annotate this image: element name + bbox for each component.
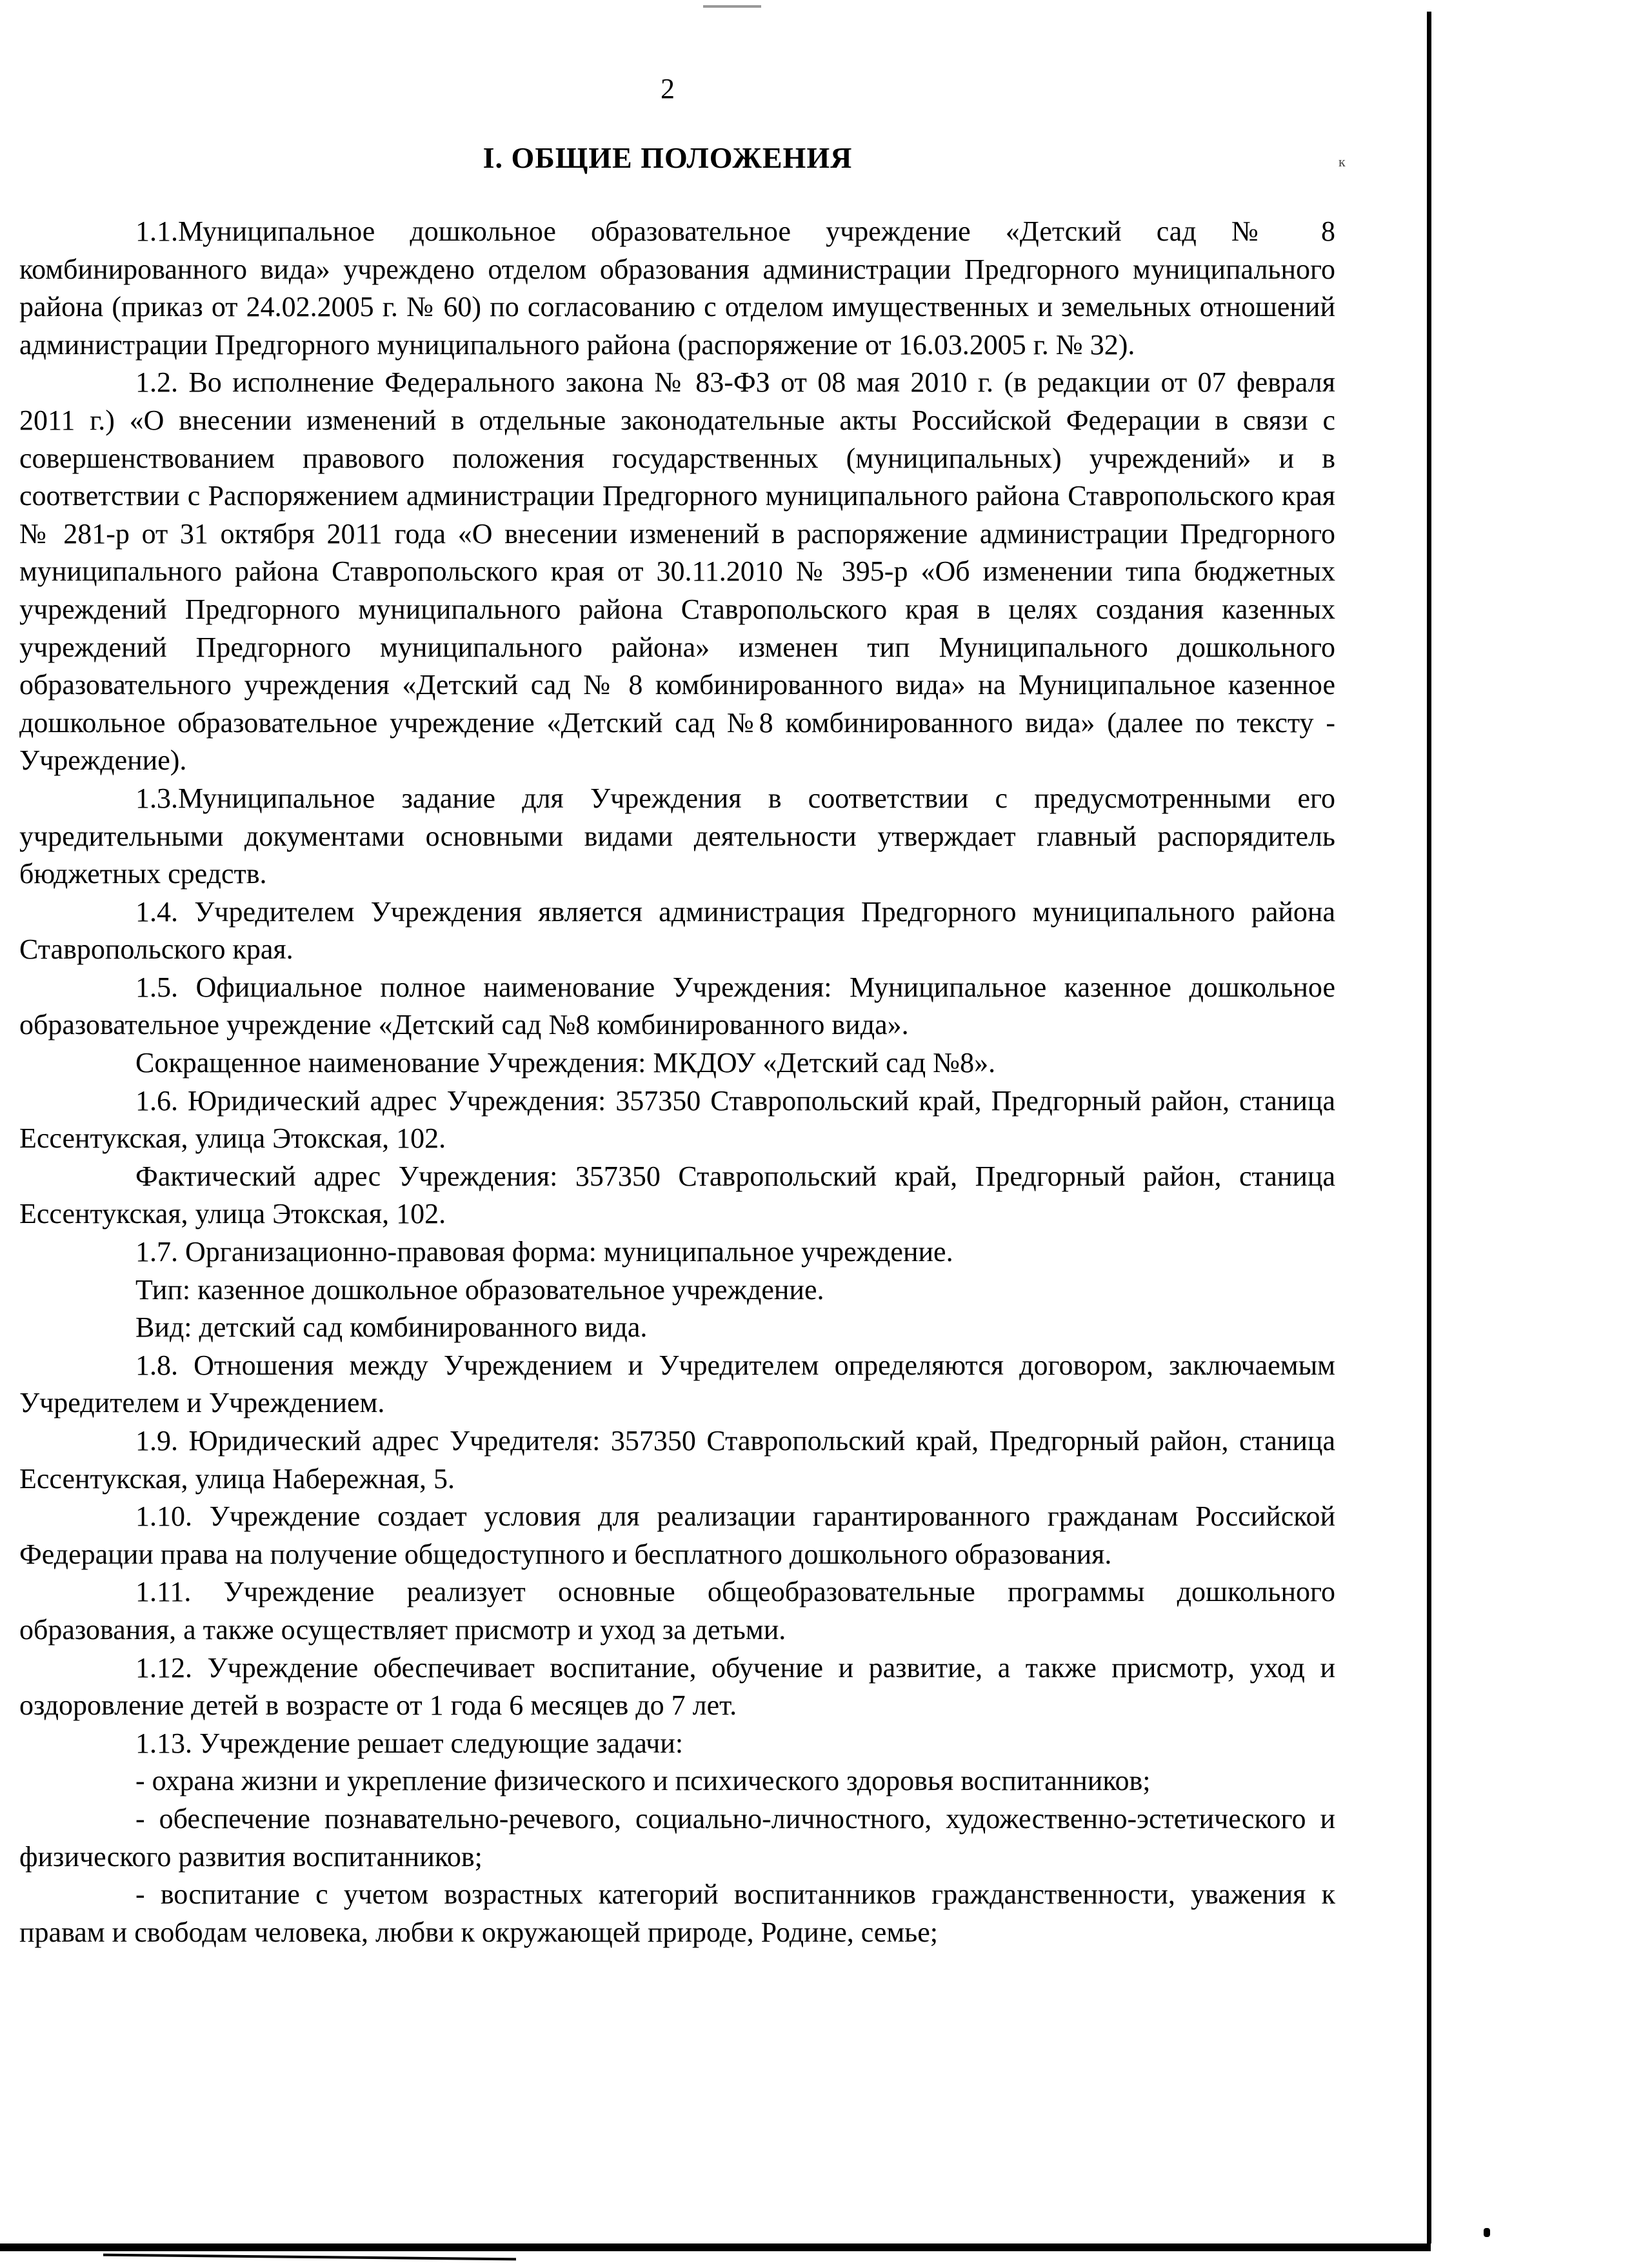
paragraph-1-3: 1.3.Муниципальное задание для Учреждения в соответствии с предусмотренными его учредительными документами основными видами деятельности утверждает главный распорядитель бюджетных средств.: [19, 782, 1335, 890]
paragraph-1-10: 1.10. Учреждение создает условия для реализации гарантированного гражданам Российской Федерации права на получение общедоступного и бесплатного дошкольного образования.: [19, 1500, 1335, 1570]
page-edge-bottom: [0, 2243, 1431, 2251]
section-title: I. ОБЩИЕ ПОЛОЖЕНИЯ: [483, 141, 853, 174]
paragraph-1-2: 1.2. Во исполнение Федерального закона № 83-ФЗ от 08 мая 2010 г. (в редакции от 07 февраля 2011 г.) «О внесении изменений в отдельные законодательные акты Российской Федерации в связи с совершенствованием правового положения государственных (муниципальных) учреждений» и в соответствии с Распоряжением администрации Предгорного муниципального района Ставропольского края № 281-р от 31 октября 2011 года «О внесении изменений в распоряжение администрации Предгорного муниципального района Ставропольского края от 30.11.2010 № 395-р «Об изменении типа бюджетных учреждений Предгорного муниципального района Ставропольского края в целях создания казенных учреждений Предгорного муниципального района» изменен тип Муниципального дошкольного образовательного учреждения «Детский сад № 8 комбинированного вида» на Муниципальное казенное дошкольное образовательное учреждение «Детский сад №8 комбинированного вида» (далее по тексту - Учреждение).: [19, 366, 1335, 777]
paragraph-1-12: 1.12. Учреждение обеспечивает воспитание, обучение и развитие, а также присмотр, уход и оздоровление детей в возрасте от 1 года 6 месяцев до 7 лет.: [19, 1651, 1335, 1722]
paragraph-type: Тип: казенное дошкольное образовательное учреждение.: [135, 1273, 824, 1306]
paragraph-1-1: 1.1.Муниципальное дошкольное образовательное учреждение «Детский сад № 8 комбинированного вида» учреждено отделом образования администрации Предгорного муниципального района (приказ от 24.02.2005 г. № 60) по согласованию с отделом имущественных и земельных отношений администрации Предгорного муниципального района (распоряжение от 16.03.2005 г. № 32).: [19, 215, 1335, 361]
paragraph-kind: Вид: детский сад комбинированного вида.: [135, 1311, 648, 1344]
page-edge-right: [1427, 12, 1431, 2243]
list-item-task: - обеспечение познавательно-речевого, социально-личностного, художественно-эстетического и физического развития воспитанников;: [19, 1802, 1335, 1873]
scan-artifact: [1484, 2228, 1490, 2237]
paragraph-1-6: 1.6. Юридический адрес Учреждения: 357350 Ставропольский край, Предгорный район, станица Ессентукская, улица Этокская, 102.: [19, 1084, 1335, 1155]
paragraph-short-name: Сокращенное наименование Учреждения: МКДОУ «Детский сад №8».: [135, 1047, 996, 1079]
paragraph-1-7: 1.7. Организационно-правовая форма: муниципальное учреждение.: [135, 1236, 953, 1268]
document-body: [19, 213, 1335, 1951]
margin-mark: к: [1339, 154, 1346, 170]
paragraph-1-8: 1.8. Отношения между Учреждением и Учредителем определяются договором, заключаемым Учредителем и Учреждением.: [19, 1349, 1335, 1419]
paragraph-1-13: 1.13. Учреждение решает следующие задачи:: [135, 1727, 684, 1759]
list-item-task: - охрана жизни и укрепление физического и психического здоровья воспитанников;: [135, 1765, 1151, 1797]
page-number: 2: [661, 73, 675, 104]
scan-artifact: [103, 2254, 516, 2261]
paragraph-1-9: 1.9. Юридический адрес Учредителя: 357350 Ставропольский край, Предгорный район, станица Ессентукская, улица Набережная, 5.: [19, 1425, 1335, 1495]
paragraph-1-4: 1.4. Учредителем Учреждения является администрация Предгорного муниципального района Ставропольского края.: [19, 895, 1335, 966]
paragraph-actual-address: Фактический адрес Учреждения: 357350 Ставропольский край, Предгорный район, станица Ессентукская, улица Этокская, 102.: [19, 1160, 1335, 1230]
paragraph-1-5: 1.5. Официальное полное наименование Учреждения: Муниципальное казенное дошкольное образовательное учреждение «Детский сад №8 комбинированного вида».: [19, 971, 1335, 1041]
paragraph-1-11: 1.11. Учреждение реализует основные общеобразовательные программы дошкольного образования, а также осуществляет присмотр и уход за детьми.: [19, 1576, 1335, 1646]
scan-artifact: [703, 5, 761, 8]
list-item-task: - воспитание с учетом возрастных категорий воспитанников гражданственности, уважения к правам и свободам человека, любви к окружающей природе, Родине, семье;: [19, 1878, 1335, 1948]
